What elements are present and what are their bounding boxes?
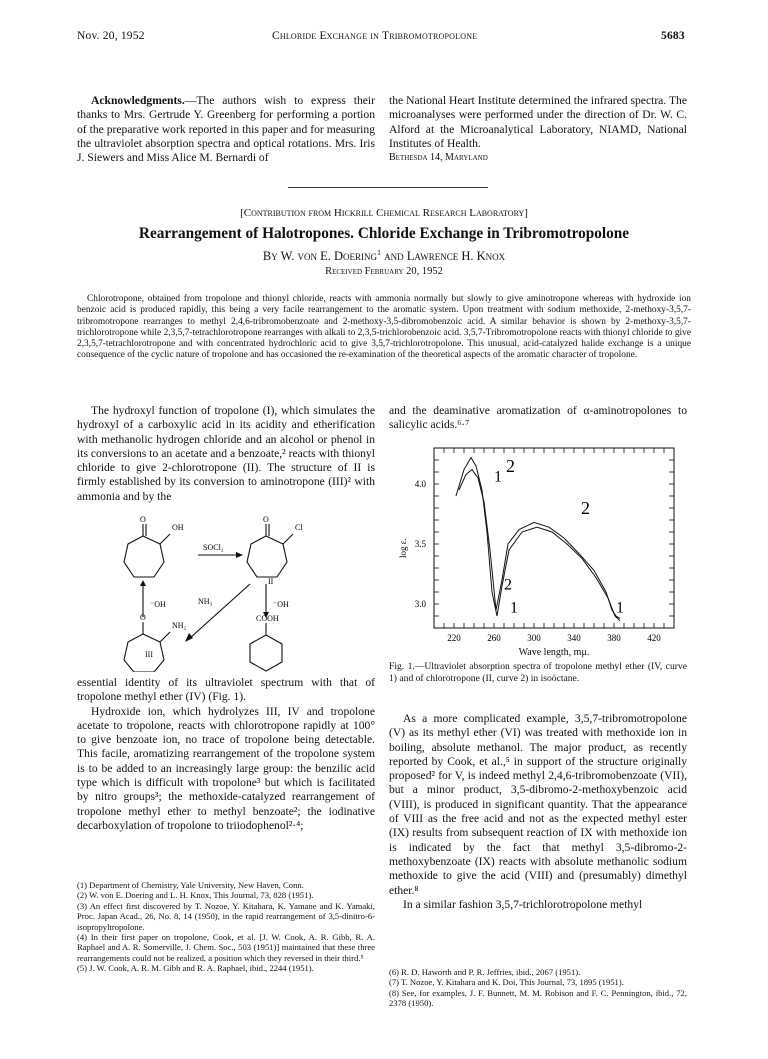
x-tick-label: 260 <box>487 633 501 643</box>
left-column-intro <box>77 404 375 504</box>
left-paragraph-2: essential identity of its ultraviolet spectrum with that of tropolone methyl ether (IV) (Fig. 1). <box>77 676 375 704</box>
authors-second: and Lawrence H. Knox <box>381 249 506 264</box>
authors-footnote-mark: 1 <box>377 248 382 257</box>
scheme-label-cooh: COOH <box>256 614 279 623</box>
scheme-label-iii: III <box>145 650 153 659</box>
right-column-body <box>389 712 687 912</box>
location-line: Bethesda 14, Maryland <box>389 152 488 164</box>
acknowledgments-continued <box>389 94 687 165</box>
scheme-label-socl2: SOCl₂ <box>203 543 224 552</box>
footnote-6: (6) R. D. Haworth and P. R. Jeffries, ibid., 2067 (1951). <box>389 967 581 977</box>
footnote-2: (2) W. von E. Doering and L. H. Knox, This Journal, 73, 828 (1951). <box>77 890 314 901</box>
right-paragraph-3: In a similar fashion 3,5,7-trichlorotropolone methyl <box>403 897 643 911</box>
curve-label: 2 <box>506 456 515 476</box>
series-curve-2 <box>456 458 620 621</box>
right-footnotes <box>389 967 687 1009</box>
scheme-label-o2: O <box>263 515 269 524</box>
x-tick-label: 420 <box>647 633 661 643</box>
acknowledgments-continued-text: the National Heart Institute determined the infrared spectra. The microanalyses were performed under the direction of Dr. W. C. Alford at the Microanalytical Laboratory, NIAMD, National Institutes of Health. <box>389 94 687 150</box>
contribution-line: [Contribution from Hickrill Chemical Research Laboratory] <box>240 207 528 219</box>
scheme-label-cl: Cl <box>295 523 303 532</box>
running-header-date: Nov. 20, 1952 <box>77 30 145 42</box>
scheme-label-oh: OH <box>172 523 184 532</box>
acknowledgments-block <box>77 94 375 165</box>
footnote-8: (8) See, for examples, J. F. Bunnett, M. M. Robison and F. C. Pennington, ibid., 72, 2378 (1950). <box>389 987 687 1009</box>
received-date: Received February 20, 1952 <box>325 266 443 277</box>
right-paragraph-2: As a more complicated example, 3,5,7-tribromotropolone (V) as its methyl ether (VI) was treated with methoxide ion in boiling, absolute methanol. The major product, as recently reported by Cook, et al.,⁵ in support of the structure originally proposed² for V, is indeed methyl 2,4,6-tribromobenzoate (VII), but a minor product, 3,5-dibromo-2-methoxybenzoic acid (VIII), is produced in significant quantity. That the appearance of VIII as the free acid and not as the expected methyl ester (IX) results from subsequent reaction of IX with methoxide ion is indicated by the fact that methyl 3,5-dibromo-2-methoxybenzoate (IX) reacts with absolute methanolic sodium methoxide to give the acid (VIII) and (presumably) dimethyl ether.⁸ <box>389 712 687 897</box>
left-paragraph-3: Hydroxide ion, which hydrolyzes III, IV and tropolone acetate to tropolone, reacts with chlorotropone rapidly at 100° to give benzoate ion, no trace of tropolone being detectable. This facile, aromatizing rearrangement of the tropolone system is to be added to an increasingly large group: the benzilic acid type which is difficult with tropolone³ but which is facilitated by nitro groups³; the methoxide-catalyzed rearrangement of tropolone methyl ether to methyl benzoate²; the iodinative decarboxylation of tropolone to triiodophenol²·⁴; <box>77 704 375 832</box>
right-paragraph-1: and the deaminative aromatization of α-aminotropolones to salicylic acids.⁶·⁷ <box>389 404 687 432</box>
curve-label: 2 <box>504 576 512 594</box>
abstract <box>77 294 691 362</box>
acknowledgments-text: —The authors wish to express their thanks to Mrs. Gertrude Y. Greenberg for performing a portion of the preparative work reported in this paper and for measuring the ultraviolet absorption spectra and optical rotations. Mrs. Iris J. Siewers and Miss Alice M. Bernardi of <box>77 94 375 165</box>
scheme-label-ii: II <box>268 577 274 586</box>
x-tick-label: 300 <box>527 633 541 643</box>
scheme-label-o1: O <box>140 515 146 524</box>
running-header-title: Chloride Exchange in Tribromotropolone <box>272 30 478 42</box>
authors-line <box>77 248 691 264</box>
article-title: Rearrangement of Halotropones. Chloride Exchange in Tribromotropolone <box>138 225 630 242</box>
footnote-1: (1) Department of Chemistry, Yale University, New Haven, Conn. <box>77 880 304 890</box>
abstract-text: Chlorotropone, obtained from tropolone and thionyl chloride, reacts with ammonia normally but slowly to give aminotropone whereas with hydroxide ion benzoic acid is produced rapidly, this being a very facile rearrangement to the aromatic system. Upon treatment with sodium methoxide, 2-methoxy-3,5,7-tribromotropone rearranges to methyl 2,4,6-tribromobenzoate and 2-methoxy-3,5-dibromobenzoic acid. A similar behavior is shown by 2-methoxy-3,5,7-trichlorotropone while 2,3,5,7-tetrachlorotropone rearranges with alkali to 2,3,5-trichlorobenzoic acid. 3,5,7-Tribromotropolone reacts with thionyl chloride to give 2,3,5,7-tetrachlorotropone and with concentrated hydrochloric acid to give 3,5,7-trichlorotropolone. This unusual, acid-catalyzed halide exchange is a unique consequence of the cyclic nature of tropolone and has occasioned the re-examination of the theoretical aspects of the aromatic character of tropolone. <box>77 294 691 361</box>
acknowledgments-lead: Acknowledgments. <box>91 94 185 107</box>
uv-spectrum-chart <box>378 440 688 660</box>
curve-label: 2 <box>581 498 590 518</box>
left-paragraph-1: The hydroxyl function of tropolone (I), which simulates the hydroxyl of a carboxylic acid in its acidity and etherification with methanolic hydrogen chloride and an alcohol or phenol in its conversions to an acetate and a benzoate,² reacts with thionyl chloride to give 2-chlorotropone (II). The structure of II is firmly established by its conversion to aminotropone (III)² with ammonia and by the <box>77 404 375 503</box>
chart-frame <box>434 448 674 628</box>
curve-label: 1 <box>616 599 624 617</box>
left-footnotes <box>77 880 375 974</box>
y-tick-label: 3.5 <box>414 539 426 549</box>
footnote-3: (3) An effect first discovered by T. Nozoe, Y. Kitahara, K. Yamane and K. Yamaki, Proc. Japan Acad., 26, No. 8, 14 (1950), in the rapid rearrangement of 3,5-dinitro-6-isopropyltropolone. <box>77 900 375 932</box>
y-axis-label: log ε. <box>398 538 408 558</box>
scheme-label-hydroxide-2: ⁻OH <box>273 600 289 609</box>
x-tick-label: 220 <box>447 633 461 643</box>
scheme-label-o3: O <box>140 613 146 622</box>
scheme-label-nh2: NH₂ <box>172 621 187 630</box>
authors-first: By W. von E. Doering <box>262 249 378 264</box>
curve-label: 1 <box>510 599 518 617</box>
y-tick-label: 3.0 <box>414 599 426 609</box>
x-tick-label: 340 <box>567 633 581 643</box>
right-column-intro <box>389 404 687 433</box>
left-column-body <box>77 676 375 833</box>
y-tick-label: 4.0 <box>414 479 426 489</box>
page-number: 5683 <box>661 30 685 42</box>
figure-caption: Fig. 1.—Ultraviolet absorption spectra of tropolone methyl ether (IV, curve 1) and of chlorotropone (II, curve 2) in isoöctane. <box>389 661 687 684</box>
separator-rule <box>288 187 488 188</box>
footnote-5: (5) J. W. Cook, A. R. M. Gibb and R. A. Raphael, ibid., 2244 (1951). <box>77 963 314 974</box>
x-axis-label: Wave length, mμ. <box>518 647 590 658</box>
reaction-scheme <box>88 512 373 672</box>
footnote-7: (7) T. Nozoe, Y. Kitahara and K. Doi, This Journal, 73, 1895 (1951). <box>389 977 624 988</box>
x-tick-label: 380 <box>607 633 621 643</box>
scheme-label-hydroxide-1: ⁻OH <box>150 600 166 609</box>
footnote-4: (4) In their first paper on tropolone, Cook, et al. [J. W. Cook, A. R. Gibb, R. A. Raphael and A. R. Somerville, J. Chem. Soc., 503 (1951)] maintained that these three rearrangements could not be realized, a position which they reversed in their third.⁵ <box>77 932 375 963</box>
series-curve-1 <box>459 470 620 619</box>
scheme-label-nh3: NH₃ <box>198 597 213 606</box>
curve-label: 1 <box>494 468 502 486</box>
